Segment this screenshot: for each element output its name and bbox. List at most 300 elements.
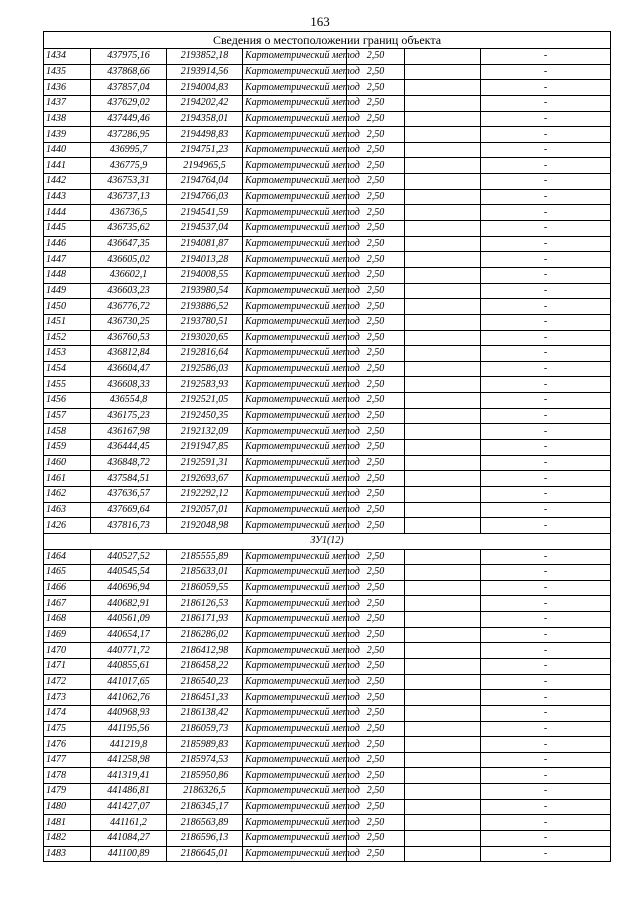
empty-cell — [405, 549, 481, 565]
note-dash: - — [481, 174, 611, 190]
determination-method: Картометрический метод — [243, 596, 347, 612]
point-number: 1464 — [44, 549, 91, 565]
table-row — [44, 64, 611, 80]
y-coordinate: 2193980,54 — [167, 283, 243, 299]
table-row — [44, 471, 611, 487]
y-coordinate: 2186563,89 — [167, 815, 243, 831]
table-row — [44, 142, 611, 158]
y-coordinate: 2192586,03 — [167, 361, 243, 377]
y-coordinate: 2194537,04 — [167, 221, 243, 237]
section-row — [44, 533, 611, 549]
note-dash: - — [481, 377, 611, 393]
determination-method: Картометрический метод — [243, 658, 347, 674]
empty-cell — [405, 236, 481, 252]
accuracy-value: 2,50 — [347, 768, 405, 784]
point-number: 1474 — [44, 705, 91, 721]
table-title-row — [44, 32, 611, 49]
y-coordinate: 2186326,5 — [167, 784, 243, 800]
x-coordinate: 441219,8 — [91, 737, 167, 753]
point-number: 1472 — [44, 674, 91, 690]
y-coordinate: 2192521,05 — [167, 393, 243, 409]
point-number: 1460 — [44, 455, 91, 471]
y-coordinate: 2194766,03 — [167, 189, 243, 205]
note-dash: - — [481, 565, 611, 581]
point-number: 1462 — [44, 486, 91, 502]
x-coordinate: 440855,61 — [91, 658, 167, 674]
x-coordinate: 441195,56 — [91, 721, 167, 737]
accuracy-value: 2,50 — [347, 799, 405, 815]
determination-method: Картометрический метод — [243, 299, 347, 315]
x-coordinate: 440696,94 — [91, 580, 167, 596]
determination-method: Картометрический метод — [243, 346, 347, 362]
y-coordinate: 2192132,09 — [167, 424, 243, 440]
accuracy-value: 2,50 — [347, 64, 405, 80]
table-row — [44, 643, 611, 659]
table-row — [44, 721, 611, 737]
determination-method: Картометрический метод — [243, 95, 347, 111]
x-coordinate: 436554,8 — [91, 393, 167, 409]
point-number: 1477 — [44, 752, 91, 768]
point-number: 1445 — [44, 221, 91, 237]
accuracy-value: 2,50 — [347, 95, 405, 111]
point-number: 1434 — [44, 49, 91, 65]
table-row — [44, 549, 611, 565]
determination-method: Картометрический метод — [243, 690, 347, 706]
table-row — [44, 314, 611, 330]
y-coordinate: 2186171,93 — [167, 612, 243, 628]
x-coordinate: 441161,2 — [91, 815, 167, 831]
point-number: 1456 — [44, 393, 91, 409]
y-coordinate: 2194751,23 — [167, 142, 243, 158]
x-coordinate: 437286,95 — [91, 127, 167, 143]
table-row — [44, 455, 611, 471]
note-dash: - — [481, 705, 611, 721]
table-row — [44, 408, 611, 424]
note-dash: - — [481, 549, 611, 565]
empty-cell — [405, 737, 481, 753]
accuracy-value: 2,50 — [347, 643, 405, 659]
x-coordinate: 436995,7 — [91, 142, 167, 158]
point-number: 1478 — [44, 768, 91, 784]
table-row — [44, 752, 611, 768]
x-coordinate: 436848,72 — [91, 455, 167, 471]
determination-method: Картометрический метод — [243, 846, 347, 862]
x-coordinate: 437868,66 — [91, 64, 167, 80]
accuracy-value: 2,50 — [347, 49, 405, 65]
y-coordinate: 2185633,01 — [167, 565, 243, 581]
empty-cell — [405, 799, 481, 815]
accuracy-value: 2,50 — [347, 189, 405, 205]
table-row — [44, 658, 611, 674]
boundary-coordinates-table — [43, 31, 611, 862]
table-row — [44, 377, 611, 393]
y-coordinate: 2193914,56 — [167, 64, 243, 80]
x-coordinate: 436608,33 — [91, 377, 167, 393]
table-row — [44, 596, 611, 612]
point-number: 1448 — [44, 267, 91, 283]
point-number: 1443 — [44, 189, 91, 205]
determination-method: Картометрический метод — [243, 565, 347, 581]
accuracy-value: 2,50 — [347, 846, 405, 862]
note-dash: - — [481, 221, 611, 237]
table-row — [44, 283, 611, 299]
determination-method: Картометрический метод — [243, 236, 347, 252]
empty-cell — [405, 111, 481, 127]
accuracy-value: 2,50 — [347, 440, 405, 456]
accuracy-value: 2,50 — [347, 565, 405, 581]
empty-cell — [405, 674, 481, 690]
empty-cell — [405, 424, 481, 440]
table-row — [44, 627, 611, 643]
empty-cell — [405, 612, 481, 628]
accuracy-value: 2,50 — [347, 174, 405, 190]
y-coordinate: 2186059,55 — [167, 580, 243, 596]
empty-cell — [405, 346, 481, 362]
y-coordinate: 2193852,18 — [167, 49, 243, 65]
note-dash: - — [481, 346, 611, 362]
table-row — [44, 267, 611, 283]
y-coordinate: 2186059,73 — [167, 721, 243, 737]
table-row — [44, 393, 611, 409]
y-coordinate: 2186286,02 — [167, 627, 243, 643]
empty-cell — [405, 393, 481, 409]
table-title: Сведения о местоположении границ объекта — [44, 32, 611, 49]
note-dash: - — [481, 111, 611, 127]
x-coordinate: 437629,02 — [91, 95, 167, 111]
x-coordinate: 436760,53 — [91, 330, 167, 346]
determination-method: Картометрический метод — [243, 721, 347, 737]
empty-cell — [405, 127, 481, 143]
accuracy-value: 2,50 — [347, 784, 405, 800]
table-row — [44, 252, 611, 268]
point-number: 1435 — [44, 64, 91, 80]
accuracy-value: 2,50 — [347, 330, 405, 346]
accuracy-value: 2,50 — [347, 283, 405, 299]
y-coordinate: 2186126,53 — [167, 596, 243, 612]
point-number: 1444 — [44, 205, 91, 221]
accuracy-value: 2,50 — [347, 267, 405, 283]
determination-method: Картометрический метод — [243, 127, 347, 143]
table-row — [44, 330, 611, 346]
x-coordinate: 441486,81 — [91, 784, 167, 800]
x-coordinate: 437816,73 — [91, 518, 167, 534]
empty-cell — [405, 690, 481, 706]
empty-cell — [405, 377, 481, 393]
table-row — [44, 236, 611, 252]
accuracy-value: 2,50 — [347, 705, 405, 721]
table-row — [44, 158, 611, 174]
empty-cell — [405, 768, 481, 784]
note-dash: - — [481, 142, 611, 158]
x-coordinate: 441319,41 — [91, 768, 167, 784]
empty-cell — [405, 314, 481, 330]
accuracy-value: 2,50 — [347, 831, 405, 847]
point-number: 1459 — [44, 440, 91, 456]
empty-cell — [405, 95, 481, 111]
determination-method: Картометрический метод — [243, 189, 347, 205]
x-coordinate: 436602,1 — [91, 267, 167, 283]
empty-cell — [405, 565, 481, 581]
accuracy-value: 2,50 — [347, 690, 405, 706]
x-coordinate: 441017,65 — [91, 674, 167, 690]
point-number: 1426 — [44, 518, 91, 534]
accuracy-value: 2,50 — [347, 299, 405, 315]
table-row — [44, 612, 611, 628]
table-row — [44, 674, 611, 690]
determination-method: Картометрический метод — [243, 158, 347, 174]
table-row — [44, 205, 611, 221]
determination-method: Картометрический метод — [243, 737, 347, 753]
table-row — [44, 831, 611, 847]
note-dash: - — [481, 267, 611, 283]
note-dash: - — [481, 831, 611, 847]
note-dash: - — [481, 658, 611, 674]
note-dash: - — [481, 80, 611, 96]
determination-method: Картометрический метод — [243, 314, 347, 330]
point-number: 1476 — [44, 737, 91, 753]
determination-method: Картометрический метод — [243, 205, 347, 221]
determination-method: Картометрический метод — [243, 64, 347, 80]
x-coordinate: 441427,07 — [91, 799, 167, 815]
point-number: 1453 — [44, 346, 91, 362]
point-number: 1451 — [44, 314, 91, 330]
x-coordinate: 436603,23 — [91, 283, 167, 299]
note-dash: - — [481, 361, 611, 377]
point-number: 1446 — [44, 236, 91, 252]
note-dash: - — [481, 471, 611, 487]
point-number: 1463 — [44, 502, 91, 518]
accuracy-value: 2,50 — [347, 815, 405, 831]
determination-method: Картометрический метод — [243, 111, 347, 127]
x-coordinate: 437857,04 — [91, 80, 167, 96]
x-coordinate: 440545,54 — [91, 565, 167, 581]
determination-method: Картометрический метод — [243, 705, 347, 721]
determination-method: Картометрический метод — [243, 502, 347, 518]
table-row — [44, 80, 611, 96]
table-row — [44, 49, 611, 65]
empty-cell — [405, 221, 481, 237]
accuracy-value: 2,50 — [347, 471, 405, 487]
x-coordinate: 436730,25 — [91, 314, 167, 330]
accuracy-value: 2,50 — [347, 142, 405, 158]
x-coordinate: 440561,09 — [91, 612, 167, 628]
point-number: 1439 — [44, 127, 91, 143]
section-title: ЗУ1(12) — [44, 533, 611, 549]
note-dash: - — [481, 612, 611, 628]
x-coordinate: 436167,98 — [91, 424, 167, 440]
empty-cell — [405, 846, 481, 862]
note-dash: - — [481, 49, 611, 65]
determination-method: Картометрический метод — [243, 330, 347, 346]
empty-cell — [405, 658, 481, 674]
note-dash: - — [481, 846, 611, 862]
note-dash: - — [481, 752, 611, 768]
y-coordinate: 2185950,86 — [167, 768, 243, 784]
note-dash: - — [481, 674, 611, 690]
note-dash: - — [481, 721, 611, 737]
x-coordinate: 441084,27 — [91, 831, 167, 847]
y-coordinate: 2194004,83 — [167, 80, 243, 96]
note-dash: - — [481, 768, 611, 784]
accuracy-value: 2,50 — [347, 236, 405, 252]
note-dash: - — [481, 408, 611, 424]
point-number: 1438 — [44, 111, 91, 127]
note-dash: - — [481, 596, 611, 612]
determination-method: Картометрический метод — [243, 80, 347, 96]
accuracy-value: 2,50 — [347, 314, 405, 330]
note-dash: - — [481, 440, 611, 456]
empty-cell — [405, 643, 481, 659]
y-coordinate: 2186596,13 — [167, 831, 243, 847]
empty-cell — [405, 705, 481, 721]
determination-method: Картометрический метод — [243, 361, 347, 377]
table-row — [44, 737, 611, 753]
x-coordinate: 436812,84 — [91, 346, 167, 362]
empty-cell — [405, 299, 481, 315]
y-coordinate: 2192292,12 — [167, 486, 243, 502]
accuracy-value: 2,50 — [347, 346, 405, 362]
accuracy-value: 2,50 — [347, 393, 405, 409]
y-coordinate: 2192450,35 — [167, 408, 243, 424]
note-dash: - — [481, 424, 611, 440]
note-dash: - — [481, 690, 611, 706]
empty-cell — [405, 580, 481, 596]
y-coordinate: 2194008,55 — [167, 267, 243, 283]
empty-cell — [405, 174, 481, 190]
x-coordinate: 437449,46 — [91, 111, 167, 127]
y-coordinate: 2185989,83 — [167, 737, 243, 753]
note-dash: - — [481, 643, 611, 659]
point-number: 1442 — [44, 174, 91, 190]
x-coordinate: 440682,91 — [91, 596, 167, 612]
point-number: 1475 — [44, 721, 91, 737]
determination-method: Картометрический метод — [243, 627, 347, 643]
determination-method: Картометрический метод — [243, 549, 347, 565]
note-dash: - — [481, 127, 611, 143]
empty-cell — [405, 80, 481, 96]
y-coordinate: 2192583,93 — [167, 377, 243, 393]
table-row — [44, 815, 611, 831]
empty-cell — [405, 486, 481, 502]
point-number: 1481 — [44, 815, 91, 831]
y-coordinate: 2186412,98 — [167, 643, 243, 659]
accuracy-value: 2,50 — [347, 377, 405, 393]
point-number: 1471 — [44, 658, 91, 674]
note-dash: - — [481, 299, 611, 315]
point-number: 1450 — [44, 299, 91, 315]
table-row — [44, 502, 611, 518]
point-number: 1447 — [44, 252, 91, 268]
y-coordinate: 2186458,22 — [167, 658, 243, 674]
determination-method: Картометрический метод — [243, 283, 347, 299]
determination-method: Картометрический метод — [243, 377, 347, 393]
empty-cell — [405, 158, 481, 174]
empty-cell — [405, 502, 481, 518]
note-dash: - — [481, 737, 611, 753]
note-dash: - — [481, 518, 611, 534]
note-dash: - — [481, 799, 611, 815]
determination-method: Картометрический метод — [243, 486, 347, 502]
point-number: 1440 — [44, 142, 91, 158]
x-coordinate: 437636,57 — [91, 486, 167, 502]
y-coordinate: 2193020,65 — [167, 330, 243, 346]
note-dash: - — [481, 64, 611, 80]
determination-method: Картометрический метод — [243, 752, 347, 768]
x-coordinate: 437669,64 — [91, 502, 167, 518]
empty-cell — [405, 784, 481, 800]
determination-method: Картометрический метод — [243, 518, 347, 534]
y-coordinate: 2192693,67 — [167, 471, 243, 487]
note-dash: - — [481, 455, 611, 471]
accuracy-value: 2,50 — [347, 205, 405, 221]
x-coordinate: 436605,02 — [91, 252, 167, 268]
y-coordinate: 2186645,01 — [167, 846, 243, 862]
table-row — [44, 189, 611, 205]
determination-method: Картометрический метод — [243, 49, 347, 65]
accuracy-value: 2,50 — [347, 580, 405, 596]
x-coordinate: 437975,16 — [91, 49, 167, 65]
accuracy-value: 2,50 — [347, 408, 405, 424]
accuracy-value: 2,50 — [347, 127, 405, 143]
point-number: 1437 — [44, 95, 91, 111]
accuracy-value: 2,50 — [347, 80, 405, 96]
point-number: 1482 — [44, 831, 91, 847]
table-row — [44, 111, 611, 127]
empty-cell — [405, 627, 481, 643]
table-row — [44, 299, 611, 315]
determination-method: Картометрический метод — [243, 267, 347, 283]
x-coordinate: 440654,17 — [91, 627, 167, 643]
determination-method: Картометрический метод — [243, 768, 347, 784]
accuracy-value: 2,50 — [347, 674, 405, 690]
point-number: 1483 — [44, 846, 91, 862]
note-dash: - — [481, 252, 611, 268]
table-row — [44, 518, 611, 534]
y-coordinate: 2192816,64 — [167, 346, 243, 362]
table-row — [44, 768, 611, 784]
x-coordinate: 436604,47 — [91, 361, 167, 377]
empty-cell — [405, 596, 481, 612]
table-row — [44, 424, 611, 440]
note-dash: - — [481, 815, 611, 831]
determination-method: Картометрический метод — [243, 471, 347, 487]
accuracy-value: 2,50 — [347, 158, 405, 174]
empty-cell — [405, 471, 481, 487]
empty-cell — [405, 518, 481, 534]
y-coordinate: 2194498,83 — [167, 127, 243, 143]
x-coordinate: 440527,52 — [91, 549, 167, 565]
table-row — [44, 580, 611, 596]
accuracy-value: 2,50 — [347, 658, 405, 674]
y-coordinate: 2194081,87 — [167, 236, 243, 252]
note-dash: - — [481, 95, 611, 111]
y-coordinate: 2191947,85 — [167, 440, 243, 456]
table-row — [44, 846, 611, 862]
x-coordinate: 441062,76 — [91, 690, 167, 706]
determination-method: Картометрический метод — [243, 252, 347, 268]
determination-method: Картометрический метод — [243, 784, 347, 800]
table-row — [44, 799, 611, 815]
determination-method: Картометрический метод — [243, 455, 347, 471]
empty-cell — [405, 49, 481, 65]
point-number: 1479 — [44, 784, 91, 800]
accuracy-value: 2,50 — [347, 361, 405, 377]
y-coordinate: 2194541,59 — [167, 205, 243, 221]
empty-cell — [405, 205, 481, 221]
x-coordinate: 440771,72 — [91, 643, 167, 659]
x-coordinate: 436735,62 — [91, 221, 167, 237]
note-dash: - — [481, 502, 611, 518]
